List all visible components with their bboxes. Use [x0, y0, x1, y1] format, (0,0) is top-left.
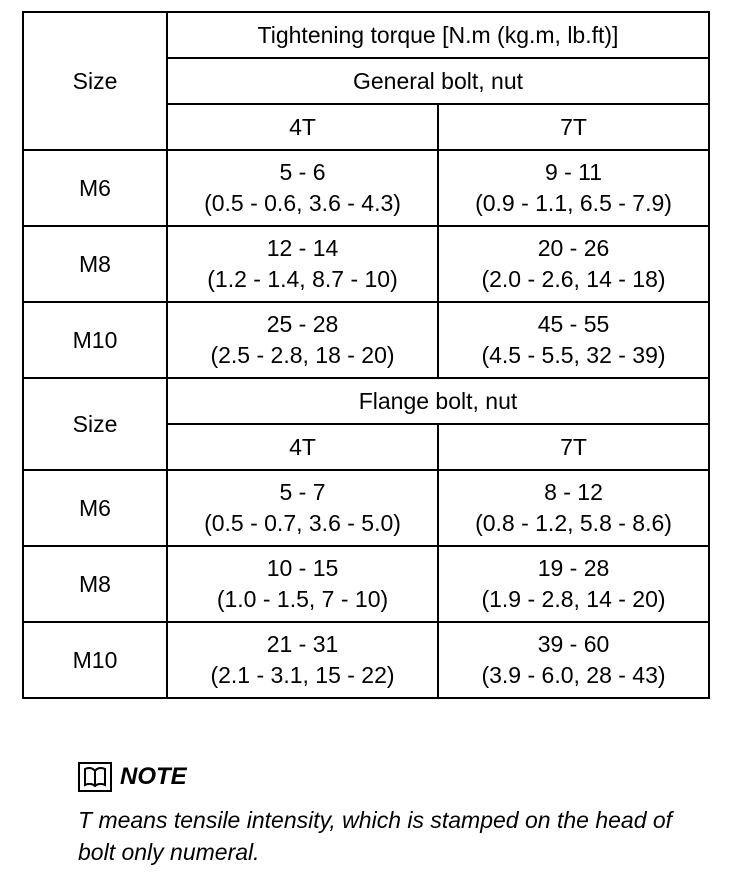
- torque-conversion: (2.1 - 3.1, 15 - 22): [210, 662, 395, 688]
- grade-4t-header: 4T: [167, 104, 438, 150]
- torque-conversion: (0.5 - 0.6, 3.6 - 4.3): [204, 190, 401, 216]
- torque-value: 21 - 31: [266, 631, 339, 657]
- torque-value: 5 - 6: [279, 159, 326, 185]
- torque-4t-cell: [167, 622, 438, 698]
- note-text: T means tensile intensity, which is stamped on the head of bolt only numeral.: [78, 807, 673, 865]
- torque-conversion: (2.5 - 2.8, 18 - 20): [210, 342, 395, 368]
- flange-bolt-header: Flange bolt, nut: [167, 378, 709, 424]
- torque-7t-cell: [438, 546, 709, 622]
- table-row: [23, 546, 709, 622]
- torque-4t-cell: [167, 226, 438, 302]
- torque-7t-cell: [438, 470, 709, 546]
- torque-value: 20 - 26: [537, 235, 610, 261]
- size-cell: M8: [23, 226, 167, 302]
- size-header-general: Size: [23, 12, 167, 150]
- size-cell: M8: [23, 546, 167, 622]
- torque-value: 25 - 28: [266, 311, 339, 337]
- torque-value: 9 - 11: [544, 159, 603, 185]
- table-row: [23, 302, 709, 378]
- torque-7t-cell: [438, 226, 709, 302]
- grade-4t-header: 4T: [167, 424, 438, 470]
- torque-conversion: (2.0 - 2.6, 14 - 18): [481, 266, 666, 292]
- torque-conversion: (3.9 - 6.0, 28 - 43): [481, 662, 666, 688]
- torque-title-header: Tightening torque [N.m (kg.m, lb.ft)]: [167, 12, 709, 58]
- note-header: [78, 760, 718, 794]
- torque-value: 39 - 60: [537, 631, 610, 657]
- size-cell: M6: [23, 470, 167, 546]
- table-row: [23, 226, 709, 302]
- torque-value: 10 - 15: [266, 555, 339, 581]
- torque-conversion: (0.9 - 1.1, 6.5 - 7.9): [475, 190, 672, 216]
- grade-7t-header: 7T: [438, 424, 709, 470]
- torque-value: 12 - 14: [266, 235, 339, 261]
- table-row: [23, 470, 709, 546]
- grade-7t-header: 7T: [438, 104, 709, 150]
- size-cell: M10: [23, 302, 167, 378]
- torque-7t-cell: [438, 622, 709, 698]
- torque-conversion: (1.9 - 2.8, 14 - 20): [481, 586, 666, 612]
- table-row: [23, 150, 709, 226]
- torque-value: 8 - 12: [544, 479, 603, 505]
- torque-4t-cell: [167, 302, 438, 378]
- torque-7t-cell: [438, 302, 709, 378]
- note-title: NOTE: [120, 763, 187, 790]
- size-header-flange: Size: [23, 378, 167, 470]
- note-block: [78, 760, 718, 868]
- torque-conversion: (4.5 - 5.5, 32 - 39): [481, 342, 666, 368]
- torque-4t-cell: [167, 546, 438, 622]
- size-cell: M6: [23, 150, 167, 226]
- torque-conversion: (1.0 - 1.5, 7 - 10): [216, 586, 389, 612]
- torque-conversion: (0.8 - 1.2, 5.8 - 8.6): [475, 510, 672, 536]
- torque-7t-cell: [438, 150, 709, 226]
- general-bolt-header: General bolt, nut: [167, 58, 709, 104]
- torque-4t-cell: [167, 150, 438, 226]
- table-row: [23, 622, 709, 698]
- torque-conversion: (0.5 - 0.7, 3.6 - 5.0): [204, 510, 401, 536]
- torque-conversion: (1.2 - 1.4, 8.7 - 10): [207, 266, 398, 292]
- torque-value: 45 - 55: [537, 311, 610, 337]
- torque-4t-cell: [167, 470, 438, 546]
- torque-value: 5 - 7: [279, 479, 326, 505]
- torque-spec-table: [22, 11, 710, 699]
- size-cell: M10: [23, 622, 167, 698]
- torque-value: 19 - 28: [537, 555, 610, 581]
- book-icon: [78, 762, 112, 792]
